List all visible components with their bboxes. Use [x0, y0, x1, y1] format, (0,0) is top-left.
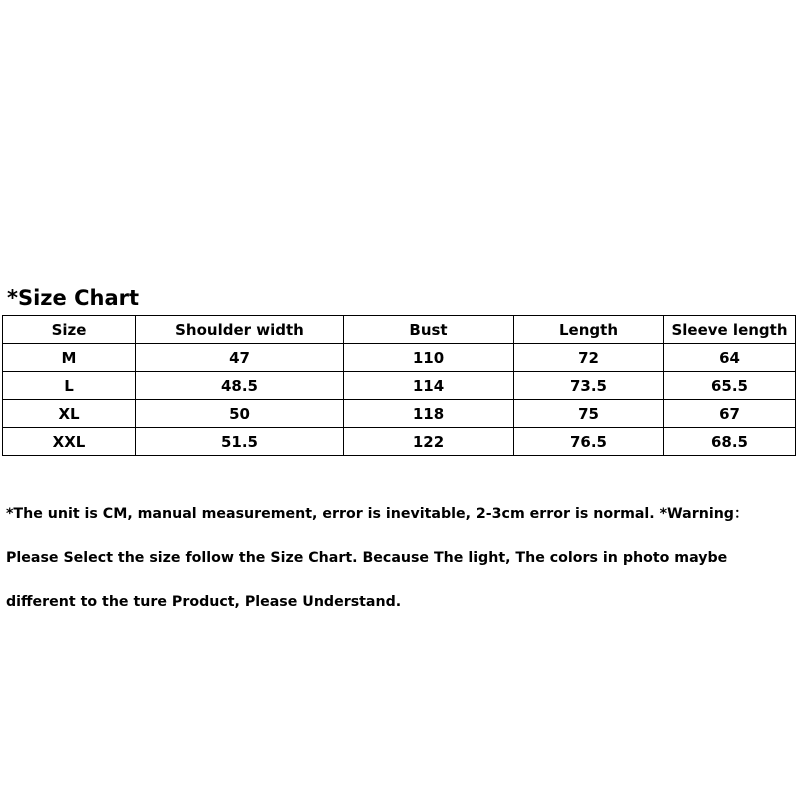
- cell-shoulder-width: 51.5: [136, 428, 344, 456]
- size-chart-table: [2, 315, 796, 456]
- measurement-note: [6, 481, 786, 635]
- header-shoulder-width: Shoulder width: [136, 316, 344, 344]
- cell-sleeve-length: 64: [664, 344, 796, 372]
- page-title: *Size Chart: [7, 286, 140, 310]
- table-row: [3, 372, 796, 400]
- note-line-3: different to the ture Product, Please Understand.: [6, 594, 402, 610]
- note-line-1: *The unit is CM, manual measurement, error is inevitable, 2-3cm error is normal. *Warning：: [6, 506, 749, 522]
- header-size: Size: [3, 316, 136, 344]
- cell-size: XXL: [3, 428, 136, 456]
- cell-bust: 118: [344, 400, 514, 428]
- cell-length: 73.5: [514, 372, 664, 400]
- cell-size: XL: [3, 400, 136, 428]
- cell-sleeve-length: 65.5: [664, 372, 796, 400]
- cell-length: 72: [514, 344, 664, 372]
- header-sleeve-length: Sleeve length: [664, 316, 796, 344]
- table-row: [3, 344, 796, 372]
- table-row: [3, 428, 796, 456]
- cell-bust: 122: [344, 428, 514, 456]
- cell-sleeve-length: 67: [664, 400, 796, 428]
- cell-sleeve-length: 68.5: [664, 428, 796, 456]
- table-row: [3, 400, 796, 428]
- cell-bust: 114: [344, 372, 514, 400]
- table-header-row: [3, 316, 796, 344]
- header-bust: Bust: [344, 316, 514, 344]
- cell-shoulder-width: 48.5: [136, 372, 344, 400]
- cell-shoulder-width: 50: [136, 400, 344, 428]
- header-length: Length: [514, 316, 664, 344]
- cell-length: 76.5: [514, 428, 664, 456]
- cell-length: 75: [514, 400, 664, 428]
- cell-size: L: [3, 372, 136, 400]
- cell-bust: 110: [344, 344, 514, 372]
- note-line-2: Please Select the size follow the Size Chart. Because The light, The colors in photo maybe: [6, 550, 728, 566]
- cell-shoulder-width: 47: [136, 344, 344, 372]
- cell-size: M: [3, 344, 136, 372]
